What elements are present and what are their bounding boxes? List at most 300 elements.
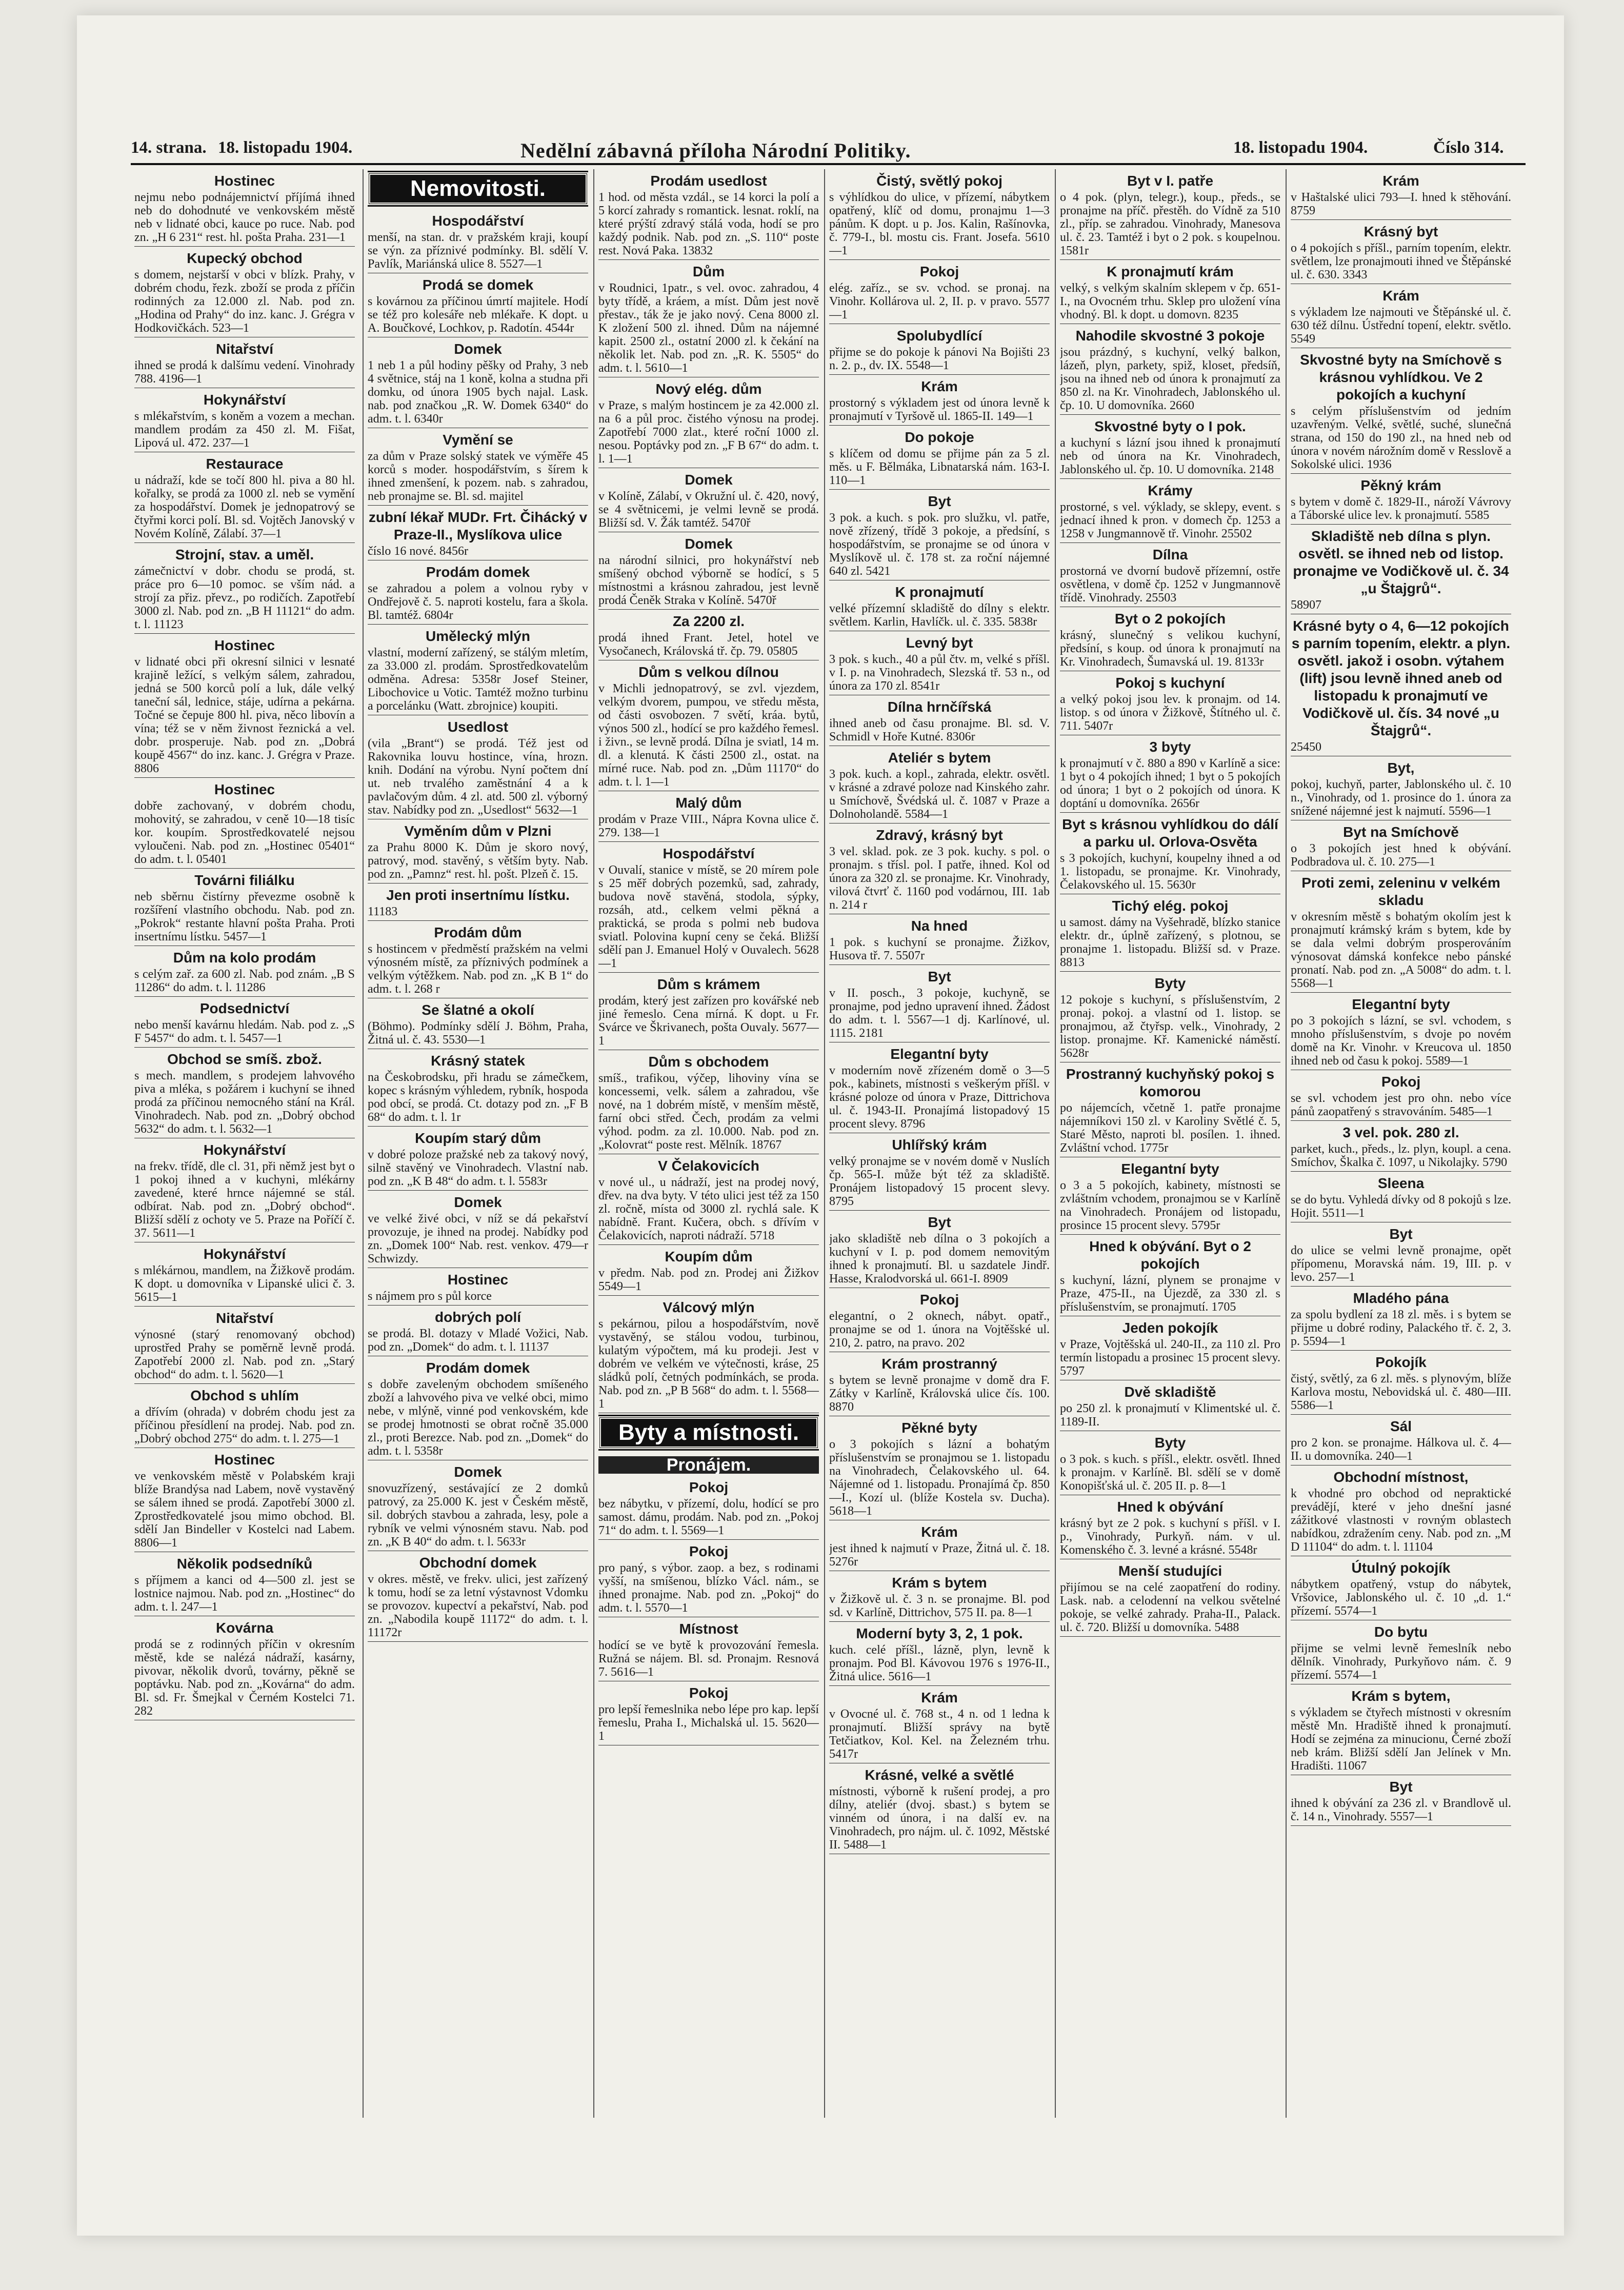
ad-heading: Hostinec <box>214 1452 275 1468</box>
ad-separator <box>368 1190 588 1191</box>
column-3 <box>598 169 819 2118</box>
classified-ad <box>829 1419 1050 1520</box>
ad-text: s domem, nejstarší v obci v blízk. Prahy, v dobrém chodu, řezk. zboží se proda z příčin rodinných za 12.000 zl. Nab. pod zn. „Hodina od Prahy“ do inz. kanc. J. Grégra v Hodkovičkách. 523—1 <box>134 268 355 335</box>
ad-heading: Pěkný krám <box>1360 477 1441 493</box>
ad-text: v dobré poloze pražské neb za takový nový, silně stavěný ve Vinohradech. Vlastní nab. pod zn. „K B 48“ do adm. t. l. 5583r <box>368 1148 588 1188</box>
ad-heading: Prodám dům <box>434 925 522 940</box>
ad-heading: Ateliér s bytem <box>888 750 991 766</box>
classified-ad <box>829 172 1050 260</box>
ad-heading: Byt v I. patře <box>1127 173 1214 189</box>
ad-heading: Tichý elég. pokoj <box>1112 898 1229 914</box>
ad-heading: Krám <box>921 378 958 394</box>
classified-ad <box>1060 738 1280 813</box>
ad-separator <box>134 1047 355 1048</box>
ad-text: 1 pok. s kuchyní se pronajme. Žižkov, Husova tř. 7. 5507r <box>829 936 1050 962</box>
ad-text: s výkladem lze najmouti ve Štěpánské ul. č. 630 též dílnu. Ústřední topení, elektr. světlo. 5549 <box>1291 306 1511 346</box>
classified-ad <box>1291 1469 1511 1556</box>
ad-heading: Prodám domek <box>426 1360 530 1376</box>
classified-ad <box>1060 975 1280 1062</box>
ad-text: ve velké živé obci, v níž se dá pekařství provozuje, je ihned na prodej. Nabídky pod zn. „Domek 100“ Nab. rest. venkov. 479—r Schwizdy. <box>368 1212 588 1265</box>
ad-separator <box>1060 478 1280 479</box>
ad-separator <box>1291 1171 1511 1172</box>
column-1 <box>134 169 355 2118</box>
ad-text: snovuzřízený, sestávající ze 2 domků patrový, za 25.000 K. jest v Českém městě, sil. dobrých stavbou a zahrada, lesy, pole a rybník ve velmi výnosném stavu. Nab. pod zn. „K B 40“ do adm. t. l. 5633r <box>368 1482 588 1549</box>
ad-heading: Domek <box>454 1464 502 1480</box>
ad-heading: Nový elég. dům <box>655 381 762 397</box>
classified-ad <box>598 172 819 260</box>
ad-text: s mech. mandlem, s prodejem lahvového piva a mléka, s požárem i kuchyní se ihned prodá za příčinou nemocného stání na Král. Vinohradech. Nab. pod zn. „Dobrý obchod 5632“ do adm. t. l. 5632—1 <box>134 1069 355 1136</box>
ad-heading: K pronajmutí krám <box>1107 264 1234 279</box>
ad-heading: Pokoj <box>1381 1074 1421 1090</box>
classified-ad <box>368 340 588 428</box>
ad-text: 3 pok. a kuch. s pok. pro služku, vl. patře, nově zřízený, třídě 3 pokoje, a předsíní, s hospodářstvím, se pronajme se od února v Myslíkově ul. č. 178 st. za roční nájemné 640 zl. 5421 <box>829 511 1050 578</box>
ad-text: s 3 pokojích, kuchyní, koupelny ihned a od 1. listopadu, se pronajme. Kr. Vinohrady, Čelakovského ul. 15. 5630r <box>1060 852 1280 892</box>
ad-separator <box>829 1685 1050 1686</box>
ad-text: o 4 pokojích s příšl., parním topením, elektr. světlem, lze pronajmouti ihned ve Štěpánské ul. č. 630. 3343 <box>1291 242 1511 282</box>
ad-heading: Obchodní místnost, <box>1333 1469 1469 1485</box>
ad-text: a velký pokoj jsou lev. k pronajm. od 14. listop. s od února v Žižkově, Štítného ul. č. 711. 5407r <box>1060 693 1280 733</box>
classified-ad <box>1060 418 1280 479</box>
ad-separator <box>368 624 588 625</box>
classified-ad <box>368 1194 588 1268</box>
ad-separator <box>829 489 1050 490</box>
ad-heading: Nitařství <box>215 1310 274 1326</box>
ad-separator <box>829 259 1050 260</box>
classified-ad <box>1291 1688 1511 1775</box>
ad-text: 12 pokoje s kuchyní, s příslušenstvím, 2 pronaj. pokoj. a vlastní od 1. listop. se pronajmou, až čtyřsp. velk., Vinohrady, 2 listop. pronajme. Kř. Kamenické náměstí. 5628r <box>1060 993 1280 1060</box>
ad-separator <box>1291 1120 1511 1121</box>
ad-text: ihned se prodá k dalšímu vedení. Vinohrady 788. 4196—1 <box>134 359 355 386</box>
classified-ad <box>598 613 819 660</box>
ad-text: ihned k obývání za 236 zl. v Brandlově ul. č. 14 n., Vinohrady. 5557—1 <box>1291 1797 1511 1823</box>
classified-ad <box>1060 482 1280 543</box>
ad-separator <box>1291 1286 1511 1287</box>
ad-separator <box>598 841 819 842</box>
ad-text: s pekárnou, pilou a hospodářstvím, nově vystavěný, se stálou vodou, turbinou, kulatým výpočtem, má ku prodeji. Jest v dobrém ve velkém ve výtečnosti, kráse, 25 sládků polí, četných podmínkách, se proda. Nab. pod zn. „P B 568“ do adm. t. l. 5568—1 <box>598 1317 819 1411</box>
ad-text: v okres. městě, ve frekv. ulici, jest zařízený k tomu, hodí se za letní výstavnost Vdomku se provozov. kupectví a pekařství, Nab. pod zn. „Nabodila koupě 11172“ do adm. t. l. 11172r <box>368 1573 588 1639</box>
ad-text: velký, s velkým skalním sklepem v čp. 651-I., na Ovocném trhu. Sklep pro uložení vína vhodný. Bl. k dopt. u domovn. 8235 <box>1060 282 1280 322</box>
ad-text: jako skladiště neb dílna o 3 pokojích a kuchyní v I. p. pod domem nemovitým ihned k pronajmutí. Bl. u sazdatele Jindř. Hasse, Kralodvorská ul. 661-I. 8909 <box>829 1232 1050 1285</box>
classified-ad <box>1291 1559 1511 1620</box>
ad-text: s příjmem a kanci od 4—500 zl. jest se lostnice najmou. Nab. pod zn. „Hostinec“ do adm. t. l. 247—1 <box>134 1574 355 1614</box>
ad-heading: Elegantní byty <box>1352 996 1450 1012</box>
classified-ad <box>829 493 1050 580</box>
classified-ad <box>598 976 819 1050</box>
classified-ad <box>1060 897 1280 972</box>
classified-ad <box>598 1543 819 1617</box>
ad-text: o 3 pokojích s lázní a bohatým příslušenstvím se pronajmou se 1. listopadu na Vinohradech, Čelakovského ul. 64. Nájemné od 1. listopadu. Pronajímá čp. 850—I., Kozí ul. (blíže Kostela sv. Ducha). 5618—1 <box>829 1438 1050 1518</box>
ad-heading: Pokoj <box>919 264 959 279</box>
ad-heading: Jen proti insertnímu lístku. <box>386 887 570 903</box>
ad-text: pro 2 kon. se pronajme. Hálkova ul. č. 4—II. u domovníka. 240—1 <box>1291 1436 1511 1463</box>
classified-ad <box>1291 1124 1511 1172</box>
classified-ad <box>829 1625 1050 1686</box>
ad-text: výnosné (starý renomovaný obchod) uprostřed Prahy se poměrně levně prodá. Zapotřebí 2000 zl. Nab. pod zn. „Starý obchod“ do adm. t. l. 5620—1 <box>134 1328 355 1381</box>
classified-ad <box>134 1387 355 1448</box>
ad-text: nebo menší kavárnu hledám. Nab. pod z. „S F 5457“ do adm. t. l. 5457—1 <box>134 1018 355 1045</box>
ad-heading: Dvě skladiště <box>1124 1384 1216 1400</box>
ad-text: 3 pok. kuch. a kopl., zahrada, elektr. osvětl. v krásné a zdravé poloze nad Kinského zahr. u Smíchově, Švédská ul. č. 1087 v Praze a Dolnoholandě. 5584—1 <box>829 768 1050 821</box>
ad-heading: Sleena <box>1377 1175 1425 1191</box>
issue-number: Číslo 314. <box>1433 138 1504 157</box>
column-divider <box>824 169 825 2118</box>
ad-heading: Pokoj <box>689 1543 729 1559</box>
ad-text: v předm. Nab. pod zn. Prodej ani Žižkov 5549—1 <box>598 1267 819 1293</box>
ad-text: místnosti, výborně k rušení prodej, a pro dílny, ateliér (dvoj. sbast.) s bytem se vinném od února, i na další ev. na Vinohradech, pro nájm. ul. č. 1092, Městské II. 5488—1 <box>829 1785 1050 1852</box>
ad-heading: Sál <box>1390 1418 1412 1434</box>
ad-text: 1 neb 1 a půl hodiny pěšky od Prahy, 3 neb 4 světnice, stáj na 1 koně, kolna a studna při domku, od února 1905 bych najal. Lask. nab. pod značkou „R. W. Domek 6340“ do adm. t. l. 6340r <box>368 359 588 426</box>
column-divider <box>363 169 364 2118</box>
ad-separator <box>1291 1825 1511 1826</box>
ad-text: u samost. dámy na Vyšehradě, blízko stanice elektr. dr., úplně zařízený, s plotnou, se pronajme 1. listopadu. Bližší sd. v Praze. 8813 <box>1060 916 1280 969</box>
ad-heading: Koupím starý dům <box>415 1130 541 1146</box>
classified-ad <box>368 431 588 506</box>
ad-heading: Nitařství <box>215 341 274 357</box>
ad-text: se do bytu. Vyhledá dívky od 8 pokojů s lze. Hojit. 5511—1 <box>1291 1193 1511 1220</box>
ad-text: v Roudnici, 1patr., s vel. ovoc. zahradou, 4 byty třídě, a kráem, a míst. Dům jest nově přestav., ták že je jako nový. Cena 8000 zl. K zložení 500 zl. ihned. Dům na nájemné kapit. 2500 zl., ostatní 2000 zl. k čekání na několik let. Nab. pod zn. „R. K. 5505“ do adm. t. l. 5610—1 <box>598 282 819 375</box>
ad-separator <box>134 777 355 778</box>
ad-heading: Hospodářství <box>663 846 755 861</box>
ad-heading: Krámy <box>1148 483 1193 498</box>
ad-heading: Dílna hrnčířská <box>887 699 992 715</box>
ad-text: s celým příslušenstvím od jedním uzavřeným. Velké, světlé, suché, slunečná strana, od 150 do 190 zl., na hned neb od února v novém nárožním domě v Resslově a Sokolské ulici. 1936 <box>1291 405 1511 471</box>
ad-heading: Hokynářství <box>203 392 286 408</box>
classified-ad <box>598 794 819 842</box>
ad-heading: Dům s velkou dílnou <box>638 664 779 680</box>
ad-heading: Krásný byt <box>1364 224 1438 239</box>
ad-text: dobře zachovaný, v dobrém chodu, mohovitý, se zahradou, v ceně 10—18 tisíc kor. koupím. Sprostředkovatelé nejsou vyloučeni. Nab. pod zn. „Hostinec 05401“ do adm. t. l. 05401 <box>134 799 355 866</box>
ad-heading: Dům s obchodem <box>648 1054 769 1070</box>
classified-ad <box>598 1620 819 1681</box>
ad-text: 3 vel. sklad. pok. ze 3 pok. kuchy. s pol. o pronajm. s třísl. pol. I patře, ihned. Kol od února za 320 zl. se pronajme. Kr. Vinohrady, vilová čtvrť č. 1160 pod vodárnou, III. 1ab n. 214 r <box>829 845 1050 912</box>
classified-ad <box>829 327 1050 375</box>
ad-text: za dům v Praze solský statek ve výměře 45 korců s moder. hospodářstvím, s šírem k ihned zmenšení, k pozem. nab. s zahradou, neb pronajme se. Bl. sd. majitel <box>368 450 588 503</box>
ad-heading: 3 vel. pok. 280 zl. <box>1342 1124 1459 1140</box>
ad-separator <box>368 1126 588 1127</box>
ad-text: v Žižkově ul. č. 3 n. se pronajme. Bl. pod sd. v Karlíně, Dittrichov, 575 II. pa. 8—1 <box>829 1593 1050 1619</box>
ad-heading: Koupím dům <box>665 1249 753 1264</box>
classified-ad <box>598 1299 819 1413</box>
ad-heading: Krám <box>921 1524 958 1540</box>
ad-heading: Krám <box>1382 288 1419 304</box>
classified-ad <box>1291 1175 1511 1222</box>
ad-text: v lidnaté obci při okresní silnici v lesnaté krajině ležící, s velkým sálem, zahradou, jedná se 500 korců polí a luk, dále velký taneční sál, lednice, stáje, udírna a pekárna. Točné se čepuje 800 hl. piva, něco libovín a vína; též se v něm živnost řeznická a vel. dobr. prosperuje. Nab. pod zn. „Dobrá koupě 4567“ do inz. kanc. J. Grégra v Praze. 8806 <box>134 655 355 775</box>
classified-ad <box>134 455 355 543</box>
classified-ad <box>829 1291 1050 1352</box>
ad-heading: Jeden pokojík <box>1122 1320 1218 1336</box>
ad-text: s kovárnou za příčinou úmrtí majitele. Hodí se též pro kolesáře neb mlékaře. K dopt. u A. Boučkové, Lochkov, p. Radotín. 4544r <box>368 295 588 335</box>
classified-ad <box>368 924 588 998</box>
ad-separator <box>134 868 355 869</box>
classified-ad <box>1060 1066 1280 1157</box>
ad-separator <box>1060 1234 1280 1235</box>
issue-date-right: 18. listopadu 1904. <box>1233 138 1368 157</box>
classified-ad <box>829 1355 1050 1416</box>
ad-heading: Podsednictví <box>199 1000 290 1016</box>
ad-heading: Byt <box>1389 1779 1413 1795</box>
classified-ad <box>1291 1073 1511 1121</box>
ad-heading: Byt <box>928 493 951 509</box>
classified-ad <box>368 1463 588 1551</box>
classified-ad <box>1291 759 1511 820</box>
ad-heading: Malý dům <box>675 795 742 811</box>
classified-ad <box>1060 1562 1280 1637</box>
ad-heading: Elegantní byty <box>890 1046 989 1062</box>
classified-ad <box>829 698 1050 746</box>
classified-ad <box>1060 172 1280 260</box>
ad-separator <box>134 1383 355 1384</box>
classified-ad <box>1291 1623 1511 1684</box>
ad-heading: Byt <box>928 1214 951 1230</box>
ad-heading: Pokoj <box>689 1479 729 1495</box>
classified-ad <box>829 827 1050 914</box>
ad-text: elegantní, o 2 oknech, nábyt. opatř., pronajme se od 1. února na Vojtěšské ul. 210, 2. patro, na pravo. 202 <box>829 1310 1050 1350</box>
ad-heading: Domek <box>454 1194 502 1210</box>
ad-text: po nájemcích, včetně 1. patře pronajme nájemníkovi 150 zl. v Karoliny Světlé č. 5, Staré Město, naproti bl. posílen. 1. ihned. Zvláštní vchod. 1775r <box>1060 1101 1280 1155</box>
ad-heading: Hostinec <box>214 173 275 189</box>
ad-heading: zubní lékař MUDr. Frt. Čihácký v Praze-II., Myslíkova ulice <box>368 509 588 543</box>
classified-ad <box>1291 172 1511 220</box>
ad-heading: Krásné byty o 4, 6—12 pokojích s parním topením, elektr. a plyn. osvětl. jakož i osobn. výtahem (lift) jsou levně ihned aneb od listopadu k pronajmutí ve Vodičkově ul. čís. 34 nové „u Štajgrů“. <box>1291 618 1511 738</box>
classified-ad <box>598 1248 819 1296</box>
ad-separator <box>368 1641 588 1642</box>
ad-heading: Hned k obývání <box>1117 1499 1224 1515</box>
classified-ad <box>134 172 355 247</box>
ad-text: v nové ul., u nádraží, jest na prodej nový, dřev. na dva byty. V této ulici jest též za 150 zl. ročně, místa od 3000 zl. rychlá sale. K nabídně. Frant. Kučera, obch. s dřívím v Čelakovicích, naproti nádraží. 5718 <box>598 1176 819 1242</box>
ad-separator <box>1060 971 1280 972</box>
classified-ad <box>368 1130 588 1191</box>
ad-text: v Ouvalí, stanice v místě, se 20 mírem pole s 25 měř dobrých pozemků, sad, zahrady, budova nově stavěná, stodola, sýpky, rozsáh, atd., celkem velmi pěkná a praktická, se proda s polmi neb budova sviatl. Polovina kupní ceny se čeká. Bližší sdělí pan J. Emanuel Holý v Ouvalech. 5628—1 <box>598 863 819 970</box>
ad-heading: Pokojík <box>1375 1354 1427 1370</box>
ad-heading: Do bytu <box>1374 1624 1428 1640</box>
ad-heading: Strojní, stav. a uměl. <box>175 547 314 563</box>
ad-text: prodá se z rodinných příčin v okresním městě, kde se nalézá nádraží, kasárny, pivovar, několik dvorů, továrny, pěkně se poptávku. Nab. pod zn. „Kovárna“ do adm. Bl. sd. Fr. Šmejkal v Černém Kostelci 71. 282 <box>134 1638 355 1718</box>
ad-heading: Krám s bytem, <box>1351 1688 1451 1704</box>
ad-heading: Hostinec <box>447 1272 509 1288</box>
classified-ad <box>1291 996 1511 1070</box>
ad-heading: Skladiště neb dílna s plyn. osvětl. se ihned neb od listop. pronajme ve Vodičkově ul. č. 34 „u Štajgrů“. <box>1293 528 1509 596</box>
ad-text: 11183 <box>368 905 398 918</box>
ad-heading: Pokoj s kuchyní <box>1115 675 1225 691</box>
ad-text: v Praze, s malým hostincem je za 42.000 zl. na 6 a půl proc. čistého výnosu na prodej. Zapotřebí 7000 zlat., které roční 1000 zl. nesou. Poptávky pod zn. „F B 67“ do adm. t. l. 1—1 <box>598 399 819 466</box>
classified-ad <box>368 718 588 819</box>
ad-text: za spolu bydlení za 18 zl. měs. i s bytem se přijme u dobré rodiny, Palackého tř. č. 2, 3. p. 5594—1 <box>1291 1308 1511 1348</box>
ad-text: s klíčem od domu se přijme pán za 5 zl. měs. u F. Bělmáka, Libnatarská nám. 163-I. 110—1 <box>829 447 1050 487</box>
classified-ad <box>134 546 355 634</box>
ad-heading: Kupecký obchod <box>187 250 303 266</box>
classified-ad <box>368 1359 588 1460</box>
classified-ad <box>829 968 1050 1042</box>
ad-text: 3 pok. s kuch., 40 a půl čtv. m, velké s příšl. v I. p. na Vinohradech, Slezská tř. 53 n., od února za 170 zl. 8541r <box>829 653 1050 693</box>
page-title: Nedělní zábavná příloha Národní Politiky. <box>520 139 911 162</box>
classified-ad <box>829 584 1050 631</box>
ad-heading: Továrni filiálku <box>194 872 295 888</box>
ad-text: s výkladem se čtyřech místnosti v okresním městě Mn. Hradiště ihned k pronajmutí. Hodí se zejména za minucionu, Černé zboží neb krám. Bližší sdělí Jan Jelínek v Mn. Hradišti. 11067 <box>1291 1706 1511 1773</box>
ad-text: ve venkovském městě v Polabském kraji blíže Brandýsa nad Labem, nově vystavěný se sálem ihned se prodá. Zapotřebí 3000 zl. Zprostředkovatelé jsou mimo obchod. Bl. sdělí Jan Bindeller v Kostelci nad Labem. 8806—1 <box>134 1470 355 1550</box>
ad-text: kuch. celé příšl., lázně, plyn, levně k pronajm. Pod Bl. Kávovou 1976 s 1976-II., Žitná ulice. 5616—1 <box>829 1643 1050 1683</box>
ad-text: smíš., trafikou, výčep, lihoviny vína se koncessemi, velk. sálem a zahradou, vše nové, na 1 dobrém místě, v menším městě, farní obci střed. Čech, prodám za velmi výhod. podm. za zl. 10.000. Nab. pod zn. „Kolovrat“ poste rest. Mělník. 18767 <box>598 1072 819 1152</box>
ad-text: s kuchyní, lázní, plynem se pronajme v Praze, 475-II., na Újezdě, za 330 zl. s příslušenstvím, se pronajmutí. 1705 <box>1060 1274 1280 1314</box>
classified-ad <box>1291 1226 1511 1287</box>
ad-text: v Michli jednopatrový, se zvl. vjezdem, velkým dvorem, pumpou, ve středu města, od části osvobozen. 7 světí, kráa. bytů, výnos 500 zl., hodící se pro každého řemesl. i živn., se levně prodá. Dílna je sviatl, 14 m. dl. a klenutá. K části 2500 zl., ostat. na mírné ruce. Nab. pod zn. „Dům 11170“ do adm. t. l. 1—1 <box>598 682 819 789</box>
ad-text: v II. posch., 3 pokoje, kuchyně, se pronajme, pod jedno upravení ihned. Žádost do adm. t. l. 5567—1 dj. Karlínové, ul. 1115. 2181 <box>829 987 1050 1040</box>
ad-text: v Praze, Vojtěšská ul. 240-II., za 110 zl. Pro termín listopadu a prosinec 15 procent slevy. 5797 <box>1060 1338 1280 1378</box>
classified-ad <box>134 1141 355 1242</box>
ad-heading: Čistý, světlý pokoj <box>876 173 1003 189</box>
ad-text: s mlékařstvím, s koněm a vozem a mechan. mandlem prodám za 450 zl. M. Fišat, Lipová ul. 472. 237—1 <box>134 410 355 450</box>
ad-separator <box>598 259 819 260</box>
classified-ad <box>598 1479 819 1540</box>
ad-text: přijímou se na celé zaopatření do rodiny. Lask. nab. a celodenní na velkou světelné pokoje, se velké zahrady. Praha-II., Palack. ul. č. 720. Bližší u domovníka. 5488 <box>1060 1581 1280 1634</box>
ad-text: o 4 pok. (plyn, telegr.), koup., předs., se pronajme na příč. přestěh. do Vídně za 510 zl., příp. se zahradou. Vinohrady, Manesova ul. č. 23. Tamtéž i byt o 2 pok. s koupelnou. 1581r <box>1060 191 1280 257</box>
ad-text: prostorná ve dvorní budově přízemní, ostře osvětlena, v domě čp. 1252 v Jungmannově třídě. Vinohrady. 25503 <box>1060 565 1280 605</box>
ad-text: číslo 16 nové. 8456r <box>368 545 468 558</box>
ad-separator <box>1291 1414 1511 1415</box>
ad-separator <box>134 996 355 997</box>
classified-ad <box>829 263 1050 324</box>
ad-text: zámečnictví v dobr. chodu se prodá, st. práce pro 6—10 pomoc. se vším nád. a strojí za přiz. převz., po rodičích. Zapotřebí 3000 zl. Nab. pod zn. „B H 11121“ do adm. t. l. 11123 <box>134 565 355 631</box>
ad-text: v Haštalské ulici 793—I. hned k stěhování. 8759 <box>1291 191 1511 217</box>
ad-heading: Dům <box>692 264 725 279</box>
classified-ad <box>598 845 819 973</box>
ad-heading: Se šlatné a okolí <box>422 1002 534 1018</box>
classified-ad <box>1291 351 1511 474</box>
ad-text: po 3 pokojích s lázní, se svl. vchodem, s mnoho příslušenstvím, s dvoje po novém domě na Kr. Vinohr. v Kreucova ul. 1850 ihned neb od času k pokoj. 5589—1 <box>1291 1014 1511 1068</box>
column-5 <box>1060 169 1280 2118</box>
classified-ad <box>368 1554 588 1642</box>
ad-separator <box>1291 1350 1511 1351</box>
classified-ad <box>598 1684 819 1745</box>
ad-heading: Do pokoje <box>905 429 974 445</box>
classified-ad <box>829 917 1050 965</box>
classified-ad <box>134 340 355 388</box>
ad-text: a kuchyní s lázní jsou ihned k pronajmutí neb od února na Kr. Vinohradech, Jablonského ul. čp. 10. U domovníka. 2148 <box>1060 436 1280 476</box>
ad-heading: Několik podsedníků <box>176 1556 313 1572</box>
ad-separator <box>598 1539 819 1540</box>
ad-text: čistý, světlý, za 6 zl. měs. s plynovým, blíže Karlova mostu, Nebovidská ul. č. 480—III. 5586—1 <box>1291 1372 1511 1412</box>
classified-ad <box>1060 546 1280 607</box>
ad-text: jsou prázdný, s kuchyní, velký balkon, lázeň, plyn, parkety, spiž, kloset, předsíň, jsou na ihned neb od února k pronajmutí za 850 zl. na Kr. Vinohradech, Jablonského ul. čp. 10. U domovníka. 2660 <box>1060 346 1280 412</box>
ad-separator <box>598 1295 819 1296</box>
ad-text: prodám, který jest zařízen pro kovářské neb jiné řemeslo. Cena mírná. K dopt. u Fr. Svárce ve Škrivanech, pošta Ouvaly. 5677—1 <box>598 994 819 1048</box>
ad-text: k pronajmutí v č. 880 a 890 v Karlíně a sice: 1 byt o 4 pokojích ihned; 1 byt o 5 pokojích od února; 1 byt o 2 pokojích od února. K doptání u domovníka. 2656r <box>1060 757 1280 810</box>
ad-heading: Byty <box>1154 1435 1186 1451</box>
ad-heading: Menší studujíci <box>1118 1563 1222 1579</box>
ad-heading: Byt <box>928 969 951 985</box>
ad-heading: dobrých polí <box>435 1309 521 1325</box>
ad-separator <box>1060 812 1280 813</box>
classified-ad <box>134 949 355 997</box>
ad-text: velký pronajme se v novém domě v Nuslích čp. 565-I. může být též za skladiště. Pronájem listopadový 15 procent slevy. 8795 <box>829 1155 1050 1208</box>
ad-text: do ulice se velmi levně pronajme, opět přípomenu, Moravská nám. 19, III. p. v levo. 257—1 <box>1291 1244 1511 1284</box>
ad-text: prodá ihned Frant. Jetel, hotel ve Vysočanech, Královská tř. čp. 79. 05805 <box>598 631 819 658</box>
ad-heading: Zdravý, krásný byt <box>876 827 1003 843</box>
classified-ad <box>1060 327 1280 415</box>
ad-heading: Domek <box>685 536 733 552</box>
column-2 <box>368 169 588 2118</box>
ad-text: s celým zař. za 600 zl. Nab. pod znám. „B S 11286“ do adm. t. l. 11286 <box>134 968 355 994</box>
ad-heading: Levný byt <box>906 635 973 651</box>
ad-separator <box>1060 414 1280 415</box>
column-6 <box>1291 169 1511 2118</box>
ad-text: s mlékárnou, mandlem, na Žižkově prodám. K dopt. u domovníka v Lipanské ulici č. 3. 5615—1 <box>134 1264 355 1304</box>
classified-ad <box>134 1555 355 1616</box>
column-divider <box>1055 169 1056 2118</box>
ad-heading: Hostinec <box>214 781 275 797</box>
classified-ad <box>1291 477 1511 525</box>
ad-heading: Nahodile skvostné 3 pokoje <box>1075 328 1265 344</box>
classified-ad <box>829 1214 1050 1288</box>
classified-ad <box>368 564 588 625</box>
ad-separator <box>829 425 1050 426</box>
ad-heading: Krám s bytem <box>892 1575 987 1591</box>
ad-text: prodám v Praze VIII., Nápra Kovna ulice č. 279. 138—1 <box>598 813 819 839</box>
ad-heading: Skvostné byty o I pok. <box>1094 418 1246 434</box>
ad-text: krásný byt ze 2 pok. s kuchyní s příšl. v I. p., Vinohrady, Purkyň. nám. v ul. Komenského č. 3. levné a krásné. 5548r <box>1060 1517 1280 1557</box>
ad-text: hodící se ve bytě k provozování řemesla. Ružná se nájem. Bl. sd. Pronajm. Resnová 7. 5616—1 <box>598 1639 819 1679</box>
ad-heading: Byt s krásnou vyhlídkou do dálí a parku ul. Orlova-Osvěta <box>1062 816 1278 850</box>
ad-separator <box>134 246 355 247</box>
classified-ad <box>1060 1160 1280 1235</box>
classified-ad <box>1060 263 1280 324</box>
classified-ad <box>368 212 588 273</box>
ad-text: v okresním městě s bohatým okolím jest k pronajmutí krámský krám s bytem, kde by se dala velmi dobrým prosperováním výnosovat dámská konfekce nebo pánské pronatí. Nab. pod zn. „A 5008“ do adm. t. l. 5568—1 <box>1291 910 1511 990</box>
ad-text: přijme se do pokoje k pánovi Na Bojišti 23 n. 2. p., dv. IX. 5548—1 <box>829 346 1050 372</box>
ad-text: a dřívím (ohrada) v dobrém chodu jest za příčinou přesídlení na prodej. Nab. pod zn. „Dobrý obchod 275“ do adm. t. l. 275—1 <box>134 1405 355 1445</box>
ad-heading: Na hned <box>911 918 968 934</box>
section-heading-byty: Byty a místnosti. <box>598 1416 819 1449</box>
classified-ad <box>368 1052 588 1127</box>
classified-ad <box>368 628 588 715</box>
ad-text: o 3 a 5 pokojích, kabinety, místnosti se zvláštním vchodem, pronajmou se v Karlíně na Vinohradech. Pronájem od listopadu, prosince 15 procent slevy. 5795r <box>1060 1179 1280 1232</box>
classified-ad <box>134 872 355 946</box>
ad-heading: Hned k obývání. Byt o 2 pokojích <box>1089 1238 1251 1272</box>
ad-text: přijme se velmi levně řemeslník nebo dělník. Vinohrady, Purkyňovo nám. č. 9 přízemí. 5574—1 <box>1291 1642 1511 1682</box>
ad-heading: Hokynářství <box>203 1142 286 1158</box>
classified-ad <box>134 1000 355 1048</box>
ad-heading: Hospodářství <box>432 213 524 229</box>
classified-ad <box>598 263 819 377</box>
classified-ad <box>1291 1418 1511 1465</box>
ad-heading: Dům s krámem <box>657 976 760 992</box>
ad-separator <box>1060 1636 1280 1637</box>
ad-heading: Proti zemi, zeleninu v velkém skladu <box>1301 875 1500 908</box>
ad-heading: Místnost <box>679 1621 738 1637</box>
ad-text: velké přízemní skladiště do dílny s elektr. světlem. Karlin, Havlíčk. ul. č. 335. 5838r <box>829 602 1050 629</box>
ad-heading: Vyměním dům v Plzni <box>404 823 552 839</box>
ad-text: v moderním nově zřízeném domě o 3—5 pok., kabinets, místnosti s veškerým příšl. v krásné poloze od února v Praze, Dittrichova ul. č. 1943-II. Pronajímá listopadový 15 procent slevy. 8796 <box>829 1064 1050 1131</box>
ad-text: s dobře zaveleným obchodem smíšeného zboží a lahvového piva ve velké obci, mimo nebe, v mlýně, vinné pod venkovském, kde se prodej hmotnosti se obrat ročně 35.000 zl., proti Berezce. Nab. pod zn. „Domek“ do adm. t. l. 5358r <box>368 1378 588 1458</box>
ad-text: s bytem v domě č. 1829-II., nároží Vávrovy a Táborské ulice lev. k pronajmutí. 5585 <box>1291 495 1511 522</box>
ad-text: s hostincem v předměstí pražském na velmi výnosném místě, za příznivých podmínek a velkým výtěžkem. Nab. pod zn. „K B 1“ do adm. t. l. 268 r <box>368 942 588 996</box>
ad-heading: Útulný pokojík <box>1351 1560 1451 1576</box>
classified-ad <box>598 380 819 468</box>
classified-ad <box>1291 823 1511 871</box>
ad-text: ihned aneb od času pronajme. Bl. sd. V. Schmidl v Hoře Kutné. 8306r <box>829 717 1050 744</box>
ad-heading: Prostranný kuchyňský pokoj s komorou <box>1066 1066 1275 1099</box>
ad-text: o 3 pok. s kuch. s příšl., elektr. osvětl. Ihned k pronajm. v Karlíně. Bl. sdělí se v domě Konopišťská ul. č. 205 II. p. 8—1 <box>1060 1453 1280 1493</box>
classified-ad <box>368 1271 588 1305</box>
ad-separator <box>1291 992 1511 993</box>
ad-heading: Byt na Smíchově <box>1343 824 1459 840</box>
ad-heading: 3 byty <box>1149 739 1191 755</box>
ad-heading: K pronajmutí <box>895 584 984 600</box>
classified-ad <box>1060 1319 1280 1380</box>
ad-heading: Byt, <box>1387 760 1415 776</box>
classified-ad <box>134 781 355 869</box>
page-header <box>131 138 1526 161</box>
ad-separator <box>134 1306 355 1307</box>
